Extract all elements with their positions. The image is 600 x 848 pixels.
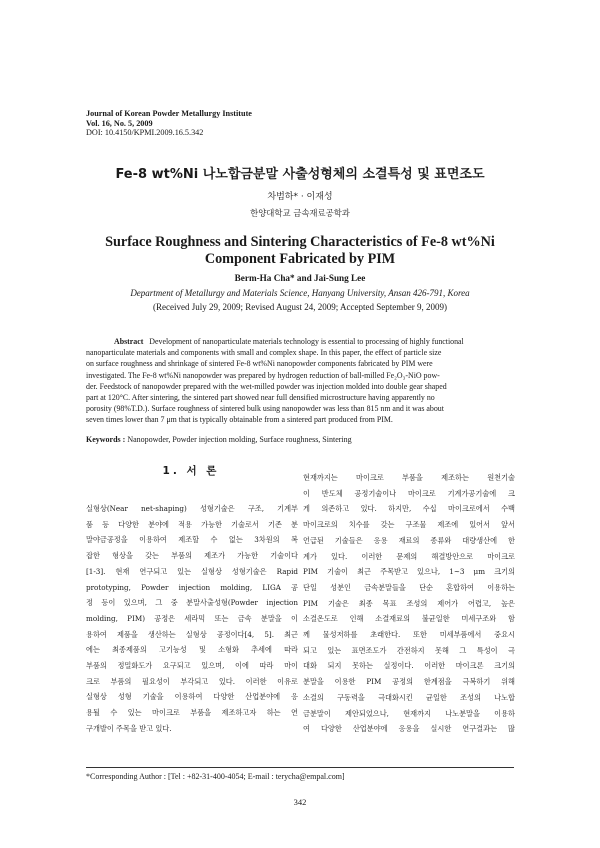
left-line: 에는 최종제품의 고기능성 및 소형화 추세에 따라 [86,645,298,655]
abstract-line-2: nanoparticulate materials and components with small and complex shape. In this paper, the effect of particle size [86,348,442,358]
abstract-line-3: on surface roughness and shrinkage of sintered Fe-8 wt%Ni nanopowder components fabricated by PIM were [86,359,433,369]
right-line: 언급된 기술들은 응용 재료의 종류와 대량생산에 한 [303,535,515,545]
right-line: 분말을 이용한 PIM 공정의 한계점을 극복하기 위해 [303,677,515,687]
right-line: PIM 기술이 최근 주목받고 있으나, 1~3 μm 크기의 [303,567,515,577]
english-title-line1: Surface Roughness and Sintering Characteristics of Fe-8 wt%Ni [105,234,495,250]
right-line: PIM 기술은 최종 목표 조성의 제어가 어렵고, 높은 [303,598,515,608]
right-line: 단일 성분인 금속분말들을 단순 혼합하여 이용하는 [303,582,515,592]
corresponding-author-footnote: *Corresponding Author : [Tel : +82-31-400-4054; E-mail : terycha@empal.com] [86,772,345,781]
footnote-divider [86,767,514,768]
right-line: 금분말이 제안되었으나, 현재까지 나노분말을 이용하 [303,708,515,718]
keywords-label: Keywords : [86,435,126,444]
left-line: 말야금공정을 이용하여 제조할 수 없는 3차원의 복 [86,535,298,545]
english-affiliation: Department of Metallurgy and Materials Science, Hanyang University, Ansan 426-791, Korea [130,288,470,298]
right-column [303,470,515,737]
korean-affiliation: 한양대학교 금속재료공학과 [250,208,350,218]
korean-authors: 차범하* · 이재성 [267,192,333,202]
left-line: 용될 수 있는 마이크로 부품을 제조하고자 하는 연 [86,708,298,718]
keywords-text: Nanopowder, Powder injection molding, Surface roughness, Sintering [125,435,352,444]
right-line: 대화 되지 못하는 실정이다. 이러한 마이크론 크기의 [303,661,515,671]
right-line: 현재까지는 마이크로 부품을 제조하는 원천기술 [303,473,515,482]
left-line: 부품의 정밀화도가 요구되고 있으며, 이에 따라 마이 [86,661,298,671]
abstract-label: Abstract [114,337,144,346]
english-title [0,234,600,268]
right-line: 마이크로의 치수를 갖는 구조물 제조에 있어서 앞서 [303,520,515,530]
journal-name: Journal of Korean Powder Metallurgy Institute [86,109,252,118]
left-line: prototyping, Powder injection molding, LIGA 공 [86,582,298,592]
right-line: 소결온도로 인해 소결재료의 불균일한 미세구조와 함 [303,614,515,624]
abstract-line-8: seven times lower than 7 μm that is typically obtainable from a sintered part produced from PIM. [86,415,393,425]
english-authors: Berm-Ha Cha* and Jai-Sung Lee [234,273,366,283]
abstract-line-4: investigated. The Fe-8 wt%Ni nanopowder was prepared by hydrogen reduction of ball-milled Fe₂O₃-NiO pow- [86,370,440,380]
abstract-line-1-text: Development of nanoparticulate materials technology is essential to processing of highly functional [149,337,464,346]
abstract-line-7: porosity (98%T.D.). Surface roughness of sintered bulk using nanopowder was less than 815 nm and it was about [86,404,444,414]
keywords [86,435,352,444]
left-line: [1-3]. 현재 연구되고 있는 실형상 성형기술은 Rapid [86,566,298,576]
left-line: 정 등이 있으며, 그 중 분말사출성형(Powder injection [86,598,298,608]
left-line: 용하여 제품을 생산하는 실형상 공정이다[4, 5]. 최근 [86,629,298,639]
right-line: 게 의존하고 있다. 하지만, 수십 마이크로에서 수백 [303,504,515,514]
journal-volume: Vol. 16, No. 5, 2009 [86,118,153,128]
right-line: 이 반도체 공정기술이나 마이크로 기계가공기술에 크 [303,488,515,498]
left-line: 품 등 다양한 분야에 적용 가능한 기술로서 기존 분 [86,519,298,529]
left-line: 실형상(Near net-shaping) 성형기술은 구조, 기계부 [86,504,298,513]
section-heading-introduction: 1. 서 론 [162,465,220,477]
right-line: 께 물성저하를 초래한다. 또한 미세부품에서 중요시 [303,630,515,640]
abstract-line-6: part at 120°C. After sintering, the sintered part showed near full densified microstructure having apparently no [86,393,435,403]
right-line: 소결의 구동력을 극대화시킨 균일한 조성의 나노합 [303,692,515,702]
left-line: 잡한 형상을 갖는 부품의 제조가 가능한 기술이다 [86,551,298,561]
left-line: 크로 부품의 필요성이 부각되고 있다. 이러한 이유로 [86,676,298,686]
left-line: molding, PIM) 공정은 세라믹 또는 금속 분말을 이 [86,613,298,623]
journal-info [86,109,252,138]
right-line: 여 다양한 산업분야에 응용을 실시한 연구결과는 많 [303,724,515,734]
right-line: 되고 있는 표면조도가 간전하지 못해 그 특성이 극 [303,645,515,655]
abstract-line-5: der. Feedstock of nanopowder prepared with the wet-milled powder was injection molded into double gear shaped [86,381,447,391]
left-column [86,501,298,737]
abstract [86,336,514,426]
journal-doi: DOI: 10.4150/KPMI.2009.16.5.342 [86,128,204,138]
page-number: 342 [293,797,307,807]
received-dates: (Received July 29, 2009; Revised August 24, 2009; Accepted September 9, 2009) [153,302,447,312]
right-line: 계가 있다. 이러한 문제의 해결방안으로 마이크로 [303,551,515,561]
left-line: 실형상 성형 기술을 이용하여 다양한 산업분야에 응 [86,692,298,702]
korean-title: Fe-8 wt%Ni 나노합금분말 사출성형체의 소결특성 및 표면조도 [115,167,485,182]
english-title-line2: Component Fabricated by PIM [204,251,396,267]
left-line: 구개발이 주목을 받고 있다. [86,723,172,733]
abstract-line-1 [86,336,514,347]
